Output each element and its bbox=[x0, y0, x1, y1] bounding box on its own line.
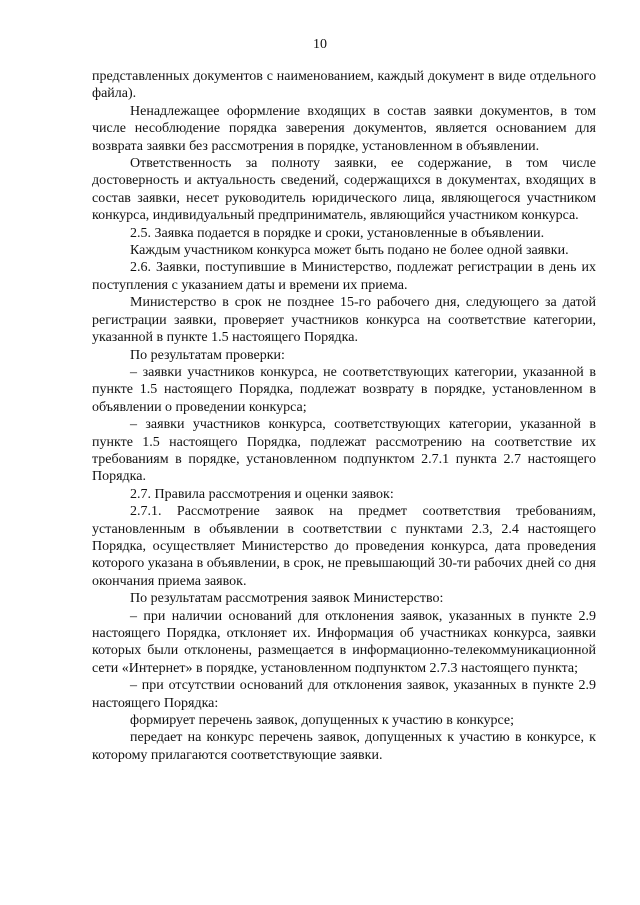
list-item: – заявки участников конкурса, не соответствующих категории, указанной в пункте 1.5 настоящего Порядка, подлежат возврату в порядке, установленном в объявлении о проведении конкурса; bbox=[92, 364, 596, 415]
paragraph: формирует перечень заявок, допущенных к участию в конкурсе; bbox=[130, 713, 515, 729]
list-item: – при отсутствии оснований для отклонения заявок, указанных в пункте 2.9 настоящего Порядка: bbox=[92, 678, 596, 711]
paragraph: Министерство в срок не позднее 15-го рабочего дня, следующего за датой регистрации заявки, проверяет участников конкурса на соответствие категории, указанной в пункте 1.5 настоящего Порядка. bbox=[92, 295, 596, 346]
paragraph: Каждым участником конкурса может быть подано не более одной заявки. bbox=[130, 243, 569, 259]
paragraph: По результатам проверки: bbox=[130, 347, 285, 363]
paragraph: представленных документов с наименованием, каждый документ в виде отдельного файла). bbox=[92, 69, 596, 102]
paragraph: 2.7.1. Рассмотрение заявок на предмет соответствия требованиям, установленным в объявлении в соответствии с пунктами 2.3, 2.4 настоящего Порядка, осуществляет Министерство до проведения конкурса, дата проведения которого указана в объявлении, в срок, не превышающий 30-ти рабочих дней со дня окончания приема заявок. bbox=[92, 504, 596, 589]
document-body bbox=[92, 68, 596, 764]
paragraph: передает на конкурс перечень заявок, допущенных к участию в конкурсе, к которому прилагаются соответствующие заявки. bbox=[92, 730, 596, 763]
page-number: 10 bbox=[313, 37, 327, 52]
list-item: – заявки участников конкурса, соответствующих категории, указанной в пункте 1.5 настоящего Порядка, подлежат рассмотрению на соответствие их требованиям в порядке, установленном подпунктом 2.7.1 пункта 2.7 настоящего Порядка. bbox=[92, 417, 596, 485]
paragraph: Ненадлежащее оформление входящих в состав заявки документов, в том числе несоблюдение порядка заверения документов, является основанием для возврата заявки без рассмотрения в порядке, установленном в объявлении. bbox=[92, 103, 596, 154]
paragraph: 2.6. Заявки, поступившие в Министерство, подлежат регистрации в день их поступления с указанием даты и времени их приема. bbox=[92, 260, 596, 293]
paragraph: 2.7. Правила рассмотрения и оценки заявок: bbox=[130, 486, 394, 502]
paragraph: По результатам рассмотрения заявок Министерство: bbox=[130, 591, 444, 607]
paragraph: 2.5. Заявка подается в порядке и сроки, установленные в объявлении. bbox=[130, 225, 545, 241]
paragraph: Ответственность за полноту заявки, ее содержание, в том числе достоверность и актуальность сведений, содержащихся в документах, входящих в состав заявки, несет руководитель юридического лица, являющегося участником конкурса, индивидуальный предприниматель, являющийся участником конкурса. bbox=[92, 156, 596, 224]
list-item: – при наличии оснований для отклонения заявок, указанных в пункте 2.9 настоящего Порядка, отклоняет их. Информация об участниках конкурса, заявки которых были отклонены, размещается в информационно-телекоммуникационной сети «Интернет» в порядке, установленном подпунктом 2.7.3 настоящего пункта; bbox=[92, 608, 596, 676]
